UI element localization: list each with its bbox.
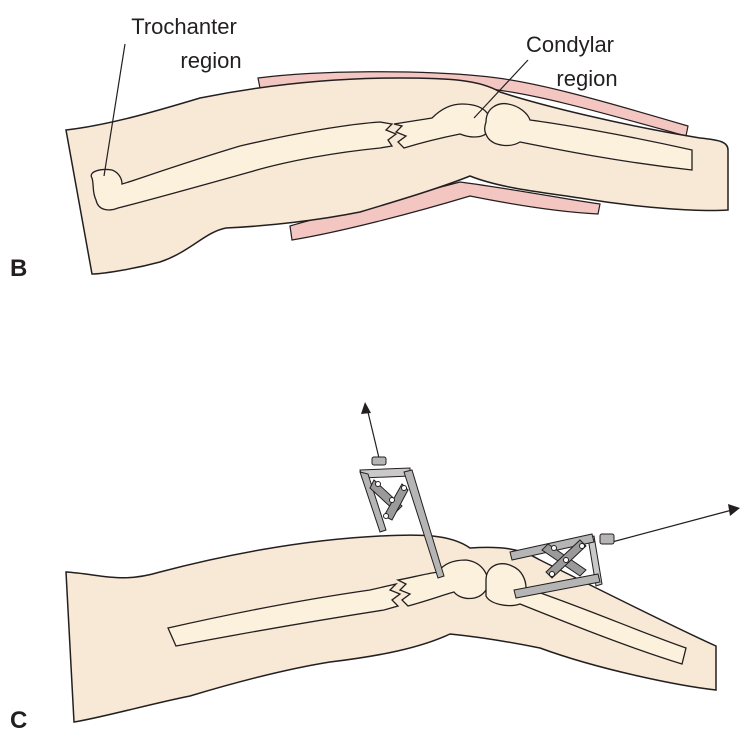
panel-c-letter: C (10, 707, 28, 734)
trochanter-label-line2: region (180, 48, 242, 73)
panel-c (10, 402, 740, 734)
condylar-label-line1: Condylar (525, 32, 615, 57)
panel-b (10, 14, 728, 282)
panel-b-letter: B (10, 255, 28, 282)
condylar-label-line2: region (556, 66, 618, 91)
trochanter-label-line1: Trochanter (131, 14, 237, 39)
tibial-traction-device (510, 504, 740, 598)
